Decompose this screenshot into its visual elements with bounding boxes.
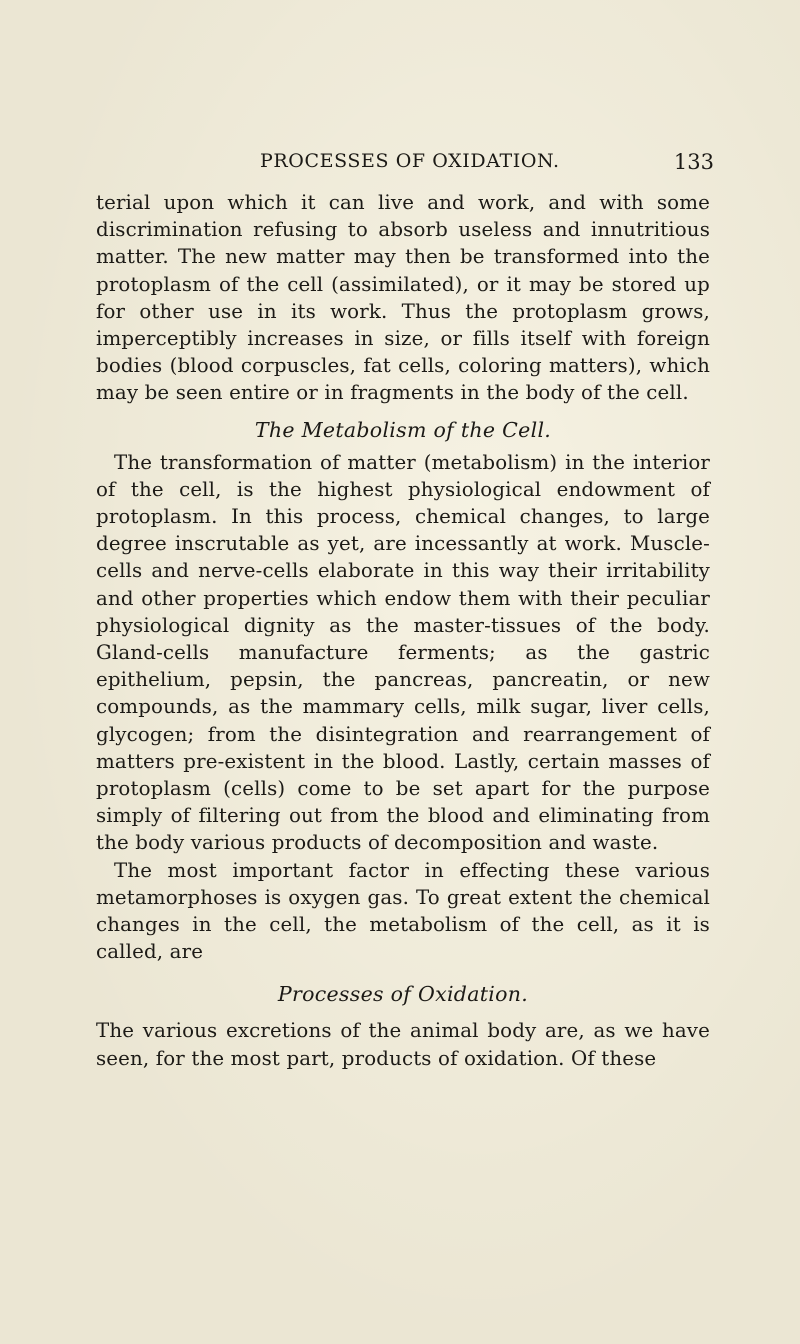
section-heading-oxidation: Processes of Oxidation.: [277, 982, 529, 1007]
page-body: [96, 189, 710, 1072]
paragraph-metabolism: The transformation of matter (metabolism) in the interior of the cell, is the highest physiological endowment of protoplasm. In this process, chemical changes, to large degree inscrutable as yet, are incessantly at work. Muscle-cells and nerve-cells elaborate in this way their irritability and other properties which endow them with their peculiar physiological dignity as the master-tissues of the body. Gland-cells manufacture ferments; as the gastric epithelium, pepsin, the pancreas, pancreatin, or new compounds, as the mammary cells, milk sugar, liver cells, glycogen; from the disintegration and rearrangement of matters pre-existent in the blood. Lastly, certain masses of protoplasm (cells) come to be set apart for the purpose simply of filtering out from the blood and eliminating from the body various products of decomposition and waste.: [96, 450, 710, 855]
paragraph-continued: terial upon which it can live and work, and with some discrimination refusing to absorb useless and innutritious matter. The new matter may then be transformed into the protoplasm of the cell (assimilated), or it may be stored up for other use in its work. Thus the protoplasm grows, imperceptibly increases in size, or fills itself with foreign bodies (blood corpuscles, fat cells, coloring matters), which may be seen entire or in fragments in the body of the cell.: [96, 191, 710, 405]
running-head: PROCESSES OF OXIDATION.: [260, 150, 560, 172]
paragraph-excretions: The various excretions of the animal body are, as we have seen, for the most part, products of oxidation. Of these: [96, 1019, 710, 1070]
paragraph-oxygen: The most important factor in effecting these various metamorphoses is oxygen gas. To great extent the chemical changes in the cell, the metabolism of the cell, as it is called, are: [96, 858, 710, 964]
page-number: 133: [673, 150, 714, 174]
section-heading-metabolism: The Metabolism of the Cell.: [254, 417, 552, 442]
page-header: [120, 150, 720, 182]
